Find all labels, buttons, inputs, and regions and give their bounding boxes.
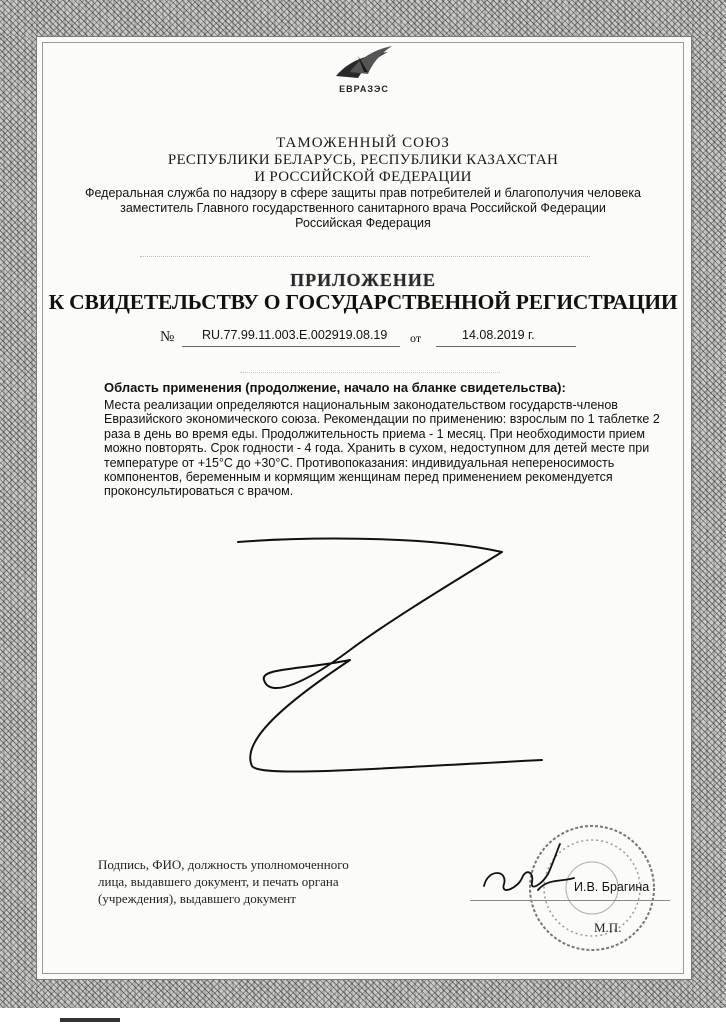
text-line: температуре от +15°С до +30°С. Противопоказания: индивидуальная непереносимость xyxy=(104,455,615,470)
from-label: от xyxy=(410,331,422,345)
republics-line-2: И РОССИЙСКОЙ ФЕДЕРАЦИИ xyxy=(254,169,472,185)
text-line: проконсультироваться с врачом. xyxy=(104,484,294,499)
text-line: можно повторять. Срок годности - 4 года. Хранить в сухом, недоступном для детей месте при xyxy=(104,441,650,456)
authority-line-3: Российская Федерация xyxy=(295,216,431,230)
authority-line-1: Федеральная служба по надзору в сфере защиты прав потребителей и благополучия человека xyxy=(84,186,642,200)
z-strike-mark-icon xyxy=(230,530,550,780)
text-line: раза в день во время еды. Продолжительность приема - 1 месяц. При необходимости прием xyxy=(104,426,645,441)
text-line: Евразийского экономического союза. Рекомендации по применению: взрослым по 1 таблетке 2 xyxy=(104,412,660,427)
date-underline xyxy=(436,346,576,347)
registration-number: RU.77.99.11.003.E.002919.08.19 xyxy=(202,328,388,342)
document-title: ПРИЛОЖЕНИЕ xyxy=(290,270,436,290)
registration-row xyxy=(0,328,726,348)
caption-line: (учреждения), выдавшего документ xyxy=(98,891,296,906)
registration-date: 14.08.2019 г. xyxy=(462,328,535,342)
application-area-heading: Область применения (продолжение, начало на бланке свидетельства): xyxy=(104,380,566,395)
union-heading: ТАМОЖЕННЫЙ СОЮЗ xyxy=(276,135,450,151)
signer-underline xyxy=(470,900,670,901)
text-line: компонентов, беременным и кормящим женщинам перед применением рекомендуется xyxy=(104,470,613,485)
scan-mark xyxy=(60,1018,120,1022)
number-sign: № xyxy=(160,329,175,345)
number-underline xyxy=(182,346,400,347)
authority-line-2: заместитель Главного государственного санитарного врача Российской Федерации xyxy=(120,201,606,215)
caption-line: лица, выдавшего документ, и печать органа xyxy=(98,874,339,889)
text-line: Места реализации определяются национальным законодательством государств-членов xyxy=(104,398,618,412)
faint-divider-2 xyxy=(240,372,500,373)
signature-caption xyxy=(98,856,418,907)
faint-divider xyxy=(140,256,590,257)
signer-name: И.В. Брагина xyxy=(574,880,650,894)
document-subtitle: К СВИДЕТЕЛЬСТВУ О ГОСУДАРСТВЕННОЙ РЕГИСТРАЦИИ xyxy=(48,290,678,314)
caption-line: Подпись, ФИО, должность уполномоченного xyxy=(98,857,349,872)
eurasec-logo-icon xyxy=(328,42,400,84)
application-area-text xyxy=(104,398,664,499)
logo-label: ЕВРАЗЭС xyxy=(339,84,389,94)
seal-mark: М.П. xyxy=(594,920,622,935)
republics-line-1: РЕСПУБЛИКИ БЕЛАРУСЬ, РЕСПУБЛИКИ КАЗАХСТАН xyxy=(167,152,559,168)
handwritten-signature-icon xyxy=(478,838,578,908)
